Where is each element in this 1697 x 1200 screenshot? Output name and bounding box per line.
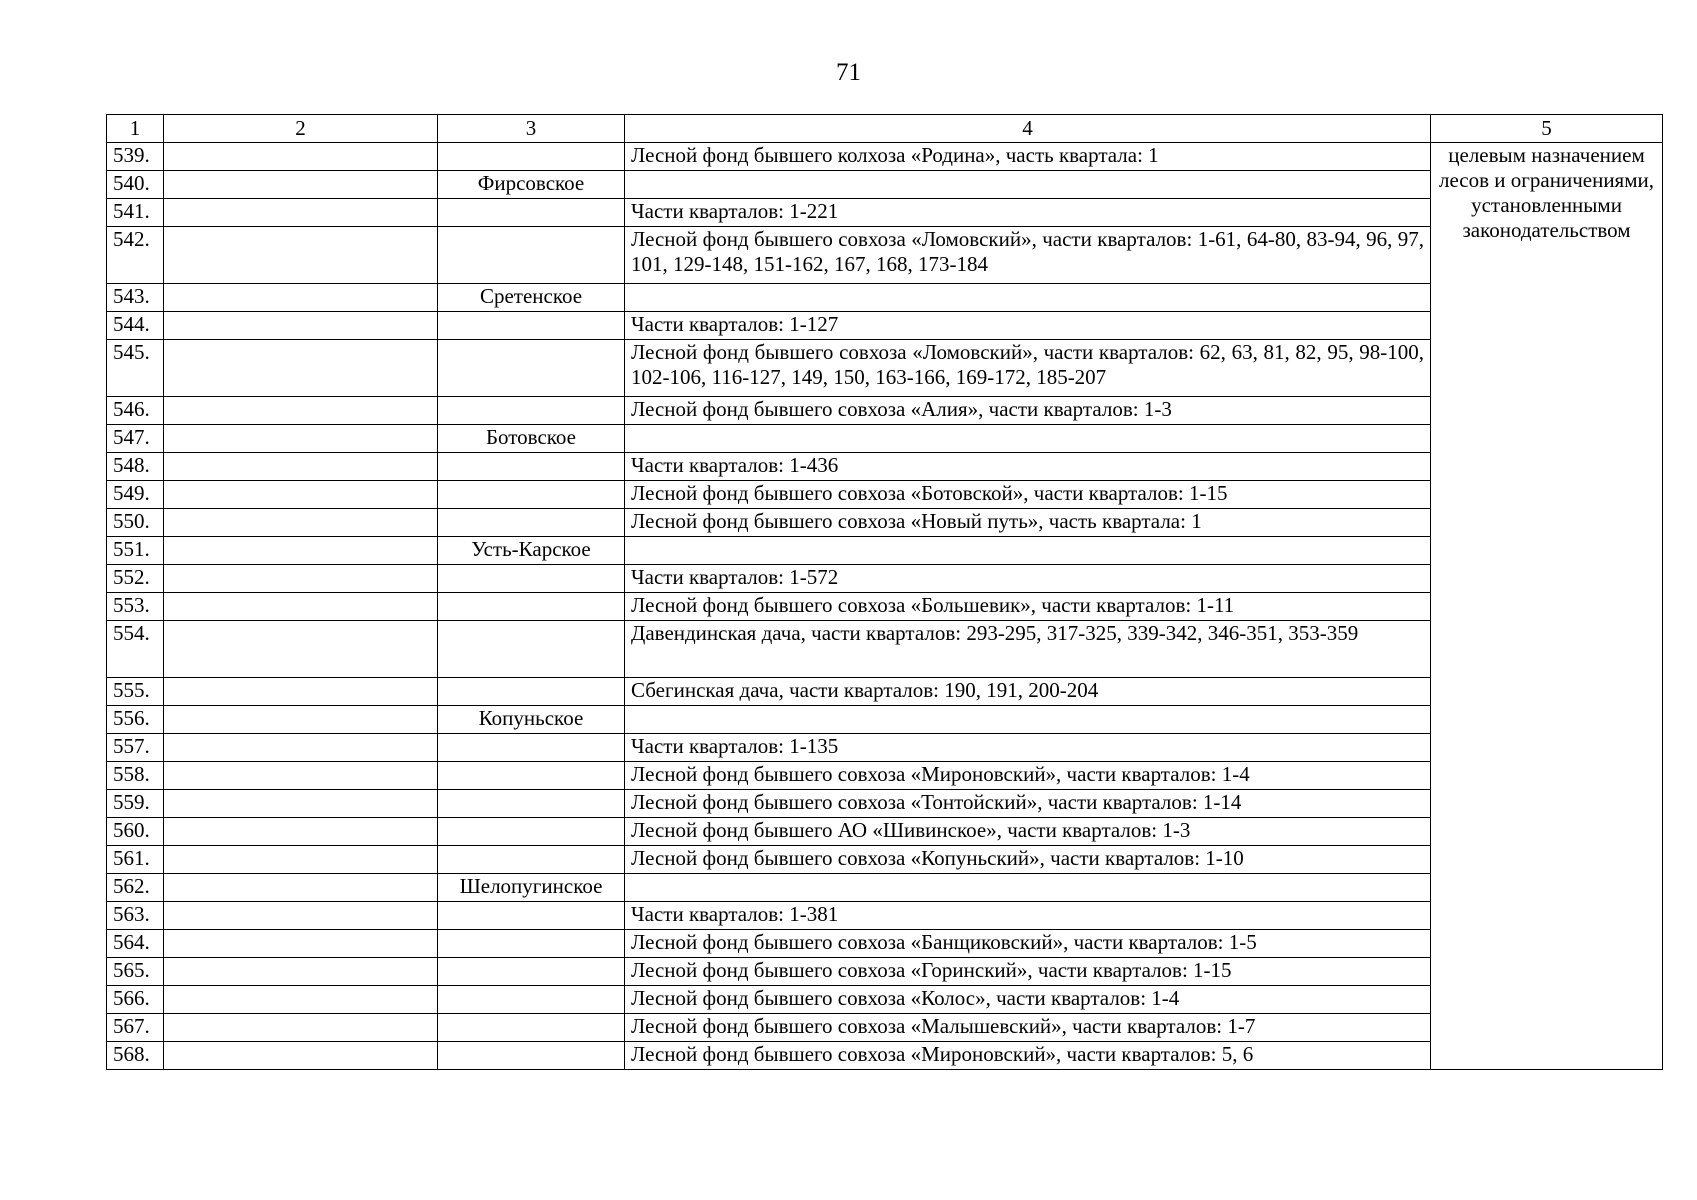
cell-col2 [164, 902, 438, 930]
forest-fund-description: Части кварталов: 1-135 [625, 734, 1431, 762]
district-name [438, 846, 625, 874]
forest-fund-description: Лесной фонд бывшего совхоза «Ломовский», части кварталов: 1-61, 64-80, 83-94, 96, 97, 101, 129-148, 151-162, 167, 168, 173-184 [625, 227, 1431, 284]
cell-col2 [164, 1014, 438, 1042]
forest-fund-description [625, 537, 1431, 565]
row-number: 545. [107, 340, 164, 397]
cell-col2 [164, 1042, 438, 1070]
table-row [107, 958, 1663, 986]
row-number: 541. [107, 199, 164, 227]
table-row [107, 425, 1663, 453]
table-row [107, 1014, 1663, 1042]
column-header-1: 1 [107, 115, 164, 143]
district-name [438, 734, 625, 762]
row-number: 549. [107, 481, 164, 509]
forest-fund-description: Части кварталов: 1-127 [625, 312, 1431, 340]
page-number: 71 [836, 59, 861, 86]
table-row [107, 537, 1663, 565]
table-row [107, 621, 1663, 678]
cell-col2 [164, 284, 438, 312]
cell-col2 [164, 790, 438, 818]
row-number: 543. [107, 284, 164, 312]
table-row [107, 227, 1663, 284]
table-row [107, 846, 1663, 874]
forest-fund-description: Сбегинская дача, части кварталов: 190, 191, 200-204 [625, 678, 1431, 706]
forest-fund-description: Лесной фонд бывшего АО «Шивинское», части кварталов: 1-3 [625, 818, 1431, 846]
purpose-text: целевым назначением лесов и ограничениями, установленными законодательством [1438, 143, 1654, 242]
cell-col2 [164, 818, 438, 846]
forest-fund-description: Лесной фонд бывшего совхоза «Банщиковский», части кварталов: 1-5 [625, 930, 1431, 958]
row-number: 555. [107, 678, 164, 706]
row-number: 561. [107, 846, 164, 874]
district-name [438, 621, 625, 678]
cell-col2 [164, 312, 438, 340]
row-number: 548. [107, 453, 164, 481]
row-number: 558. [107, 762, 164, 790]
row-number: 547. [107, 425, 164, 453]
district-name [438, 902, 625, 930]
table-row [107, 706, 1663, 734]
cell-col2 [164, 537, 438, 565]
table-row [107, 930, 1663, 958]
forest-fund-description: Лесной фонд бывшего совхоза «Тонтойский», части кварталов: 1-14 [625, 790, 1431, 818]
table-row [107, 818, 1663, 846]
forest-fund-description: Лесной фонд бывшего совхоза «Копуньский», части кварталов: 1-10 [625, 846, 1431, 874]
row-number: 563. [107, 902, 164, 930]
table-row [107, 397, 1663, 425]
district-name [438, 1014, 625, 1042]
cell-col2 [164, 425, 438, 453]
cell-col2 [164, 958, 438, 986]
district-name [438, 227, 625, 284]
district-name [438, 790, 625, 818]
table-row [107, 1042, 1663, 1070]
cell-col2 [164, 199, 438, 227]
cell-col2 [164, 509, 438, 537]
forest-fund-description: Части кварталов: 1-221 [625, 199, 1431, 227]
table-row [107, 874, 1663, 902]
table-row [107, 171, 1663, 199]
table-header-row [107, 115, 1663, 143]
forest-fund-description [625, 171, 1431, 199]
row-number: 556. [107, 706, 164, 734]
forest-fund-description [625, 874, 1431, 902]
district-name [438, 199, 625, 227]
district-name [438, 397, 625, 425]
row-number: 552. [107, 565, 164, 593]
cell-col2 [164, 397, 438, 425]
district-name [438, 340, 625, 397]
district-name [438, 312, 625, 340]
district-name [438, 1042, 625, 1070]
district-name [438, 565, 625, 593]
table-row [107, 199, 1663, 227]
table-row [107, 593, 1663, 621]
row-number: 550. [107, 509, 164, 537]
cell-col2 [164, 874, 438, 902]
row-number: 539. [107, 143, 164, 171]
cell-col2 [164, 227, 438, 284]
column-header-3: 3 [438, 115, 625, 143]
district-name: Усть-Карское [438, 537, 625, 565]
row-number: 567. [107, 1014, 164, 1042]
cell-col2 [164, 762, 438, 790]
purpose-cell [1431, 143, 1663, 1070]
forest-fund-description: Давендинская дача, части кварталов: 293-295, 317-325, 339-342, 346-351, 353-359 [625, 621, 1431, 678]
table-row [107, 565, 1663, 593]
district-name [438, 818, 625, 846]
table-row [107, 790, 1663, 818]
row-number: 542. [107, 227, 164, 284]
forest-fund-description: Части кварталов: 1-436 [625, 453, 1431, 481]
forest-fund-description: Лесной фонд бывшего совхоза «Большевик», части кварталов: 1-11 [625, 593, 1431, 621]
district-name [438, 453, 625, 481]
table-row [107, 284, 1663, 312]
row-number: 564. [107, 930, 164, 958]
column-header-4: 4 [625, 115, 1431, 143]
district-name [438, 143, 625, 171]
row-number: 559. [107, 790, 164, 818]
district-name [438, 762, 625, 790]
district-name [438, 509, 625, 537]
district-name [438, 481, 625, 509]
cell-col2 [164, 143, 438, 171]
cell-col2 [164, 593, 438, 621]
row-number: 546. [107, 397, 164, 425]
row-number: 562. [107, 874, 164, 902]
cell-col2 [164, 734, 438, 762]
table-row [107, 453, 1663, 481]
row-number: 554. [107, 621, 164, 678]
row-number: 557. [107, 734, 164, 762]
district-name [438, 986, 625, 1014]
district-name: Сретенское [438, 284, 625, 312]
district-name [438, 678, 625, 706]
table-row [107, 509, 1663, 537]
forest-fund-description: Лесной фонд бывшего совхоза «Алия», части кварталов: 1-3 [625, 397, 1431, 425]
forest-fund-description: Лесной фонд бывшего совхоза «Новый путь», часть квартала: 1 [625, 509, 1431, 537]
forest-fund-description [625, 706, 1431, 734]
forest-fund-description [625, 425, 1431, 453]
forest-fund-description: Лесной фонд бывшего совхоза «Малышевский», части кварталов: 1-7 [625, 1014, 1431, 1042]
cell-col2 [164, 453, 438, 481]
table-row [107, 481, 1663, 509]
cell-col2 [164, 340, 438, 397]
district-name: Ботовское [438, 425, 625, 453]
table-row [107, 312, 1663, 340]
row-number: 560. [107, 818, 164, 846]
forest-fund-description: Лесной фонд бывшего совхоза «Ботовской», части кварталов: 1-15 [625, 481, 1431, 509]
row-number: 553. [107, 593, 164, 621]
row-number: 568. [107, 1042, 164, 1070]
forest-fund-description: Лесной фонд бывшего совхоза «Колос», части кварталов: 1-4 [625, 986, 1431, 1014]
forest-fund-description: Лесной фонд бывшего совхоза «Мироновский», части кварталов: 1-4 [625, 762, 1431, 790]
cell-col2 [164, 930, 438, 958]
table-row [107, 678, 1663, 706]
forest-fund-description: Части кварталов: 1-381 [625, 902, 1431, 930]
district-name: Копуньское [438, 706, 625, 734]
table-row [107, 143, 1663, 171]
table-row [107, 902, 1663, 930]
cell-col2 [164, 846, 438, 874]
row-number: 566. [107, 986, 164, 1014]
forest-fund-table [106, 114, 1663, 1070]
cell-col2 [164, 678, 438, 706]
forest-fund-description: Лесной фонд бывшего совхоза «Ломовский», части кварталов: 62, 63, 81, 82, 95, 98-100, 102-106, 116-127, 149, 150, 163-166, 169-172, 185-207 [625, 340, 1431, 397]
table-row [107, 734, 1663, 762]
cell-col2 [164, 621, 438, 678]
district-name [438, 930, 625, 958]
district-name [438, 958, 625, 986]
row-number: 544. [107, 312, 164, 340]
cell-col2 [164, 565, 438, 593]
column-header-5: 5 [1431, 115, 1663, 143]
table-row [107, 340, 1663, 397]
table-row [107, 762, 1663, 790]
row-number: 540. [107, 171, 164, 199]
forest-fund-description: Лесной фонд бывшего колхоза «Родина», часть квартала: 1 [625, 143, 1431, 171]
forest-fund-description: Лесной фонд бывшего совхоза «Мироновский», части кварталов: 5, 6 [625, 1042, 1431, 1070]
cell-col2 [164, 706, 438, 734]
cell-col2 [164, 481, 438, 509]
district-name: Фирсовское [438, 171, 625, 199]
forest-fund-description [625, 284, 1431, 312]
district-name [438, 593, 625, 621]
cell-col2 [164, 986, 438, 1014]
table-row [107, 986, 1663, 1014]
cell-col2 [164, 171, 438, 199]
forest-fund-description: Лесной фонд бывшего совхоза «Горинский», части кварталов: 1-15 [625, 958, 1431, 986]
row-number: 551. [107, 537, 164, 565]
district-name: Шелопугинское [438, 874, 625, 902]
row-number: 565. [107, 958, 164, 986]
table-body [107, 143, 1663, 1070]
forest-fund-description: Части кварталов: 1-572 [625, 565, 1431, 593]
column-header-2: 2 [164, 115, 438, 143]
